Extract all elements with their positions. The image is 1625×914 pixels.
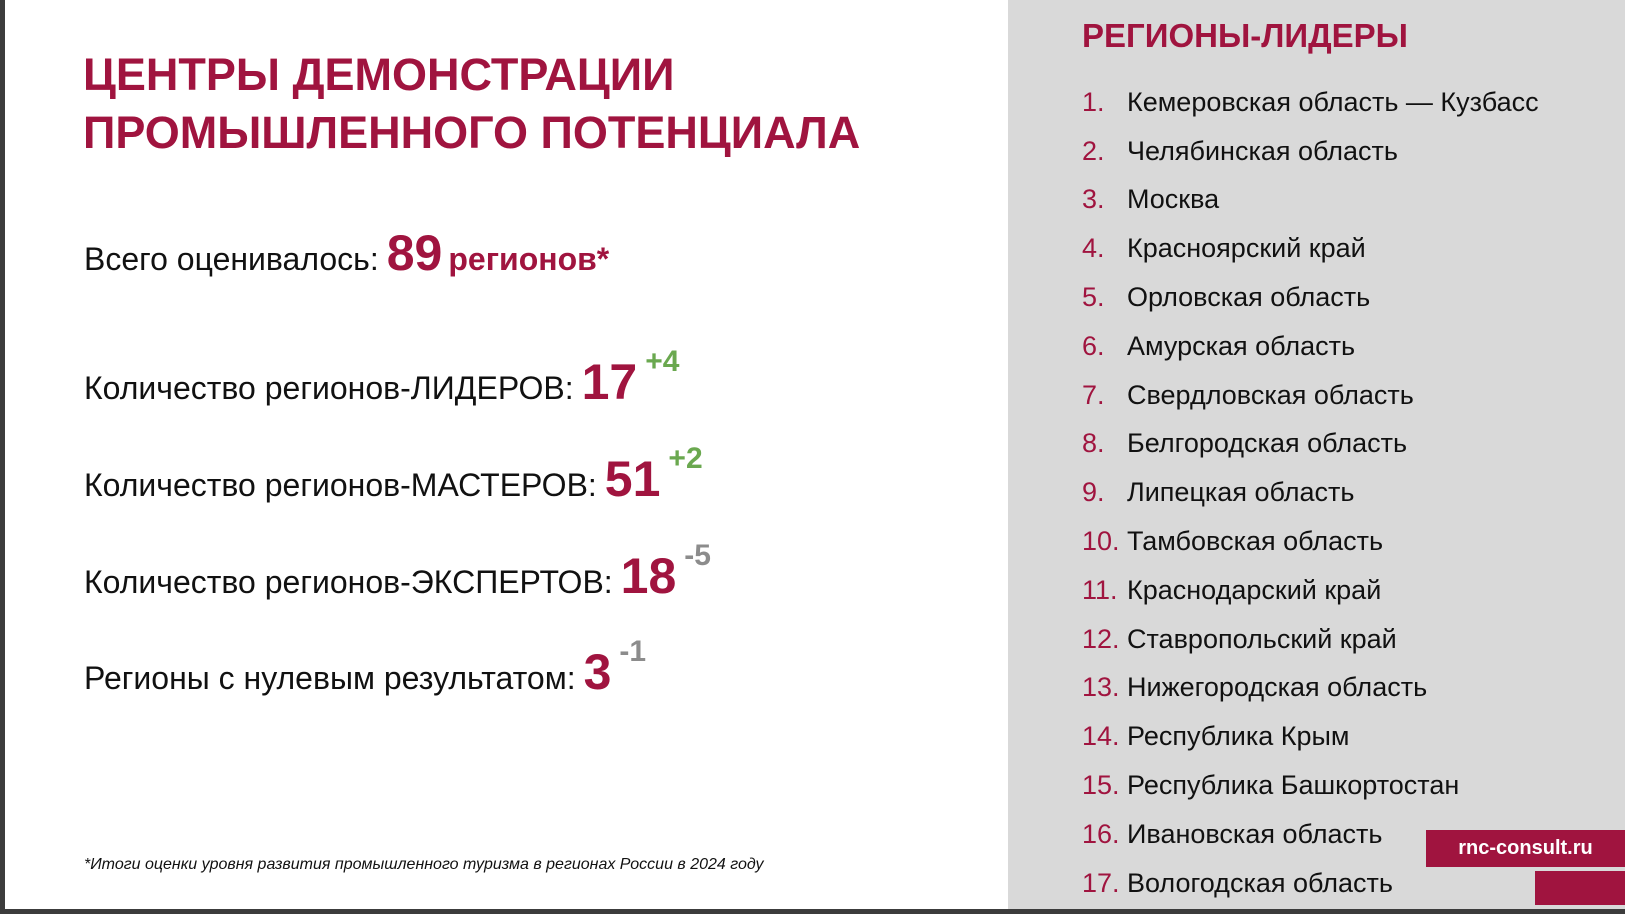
list-item — [1082, 615, 1539, 664]
list-item — [1082, 78, 1539, 127]
list-item-name: Челябинская область — [1127, 135, 1398, 166]
stat-delta: +4 — [645, 345, 680, 378]
list-item — [1082, 761, 1539, 810]
list-item-name: Кемеровская область — Кузбасс — [1127, 86, 1539, 117]
stat-delta: +2 — [668, 442, 703, 475]
list-item-number: 5. — [1082, 282, 1105, 313]
list-item-number: 4. — [1082, 233, 1105, 264]
list-item — [1082, 176, 1539, 225]
stat-delta: -1 — [619, 635, 647, 668]
stat-label: Количество регионов-ЛИДЕРОВ: — [84, 370, 574, 406]
leaders-count-stat — [84, 345, 680, 411]
list-item-number: 10. — [1082, 526, 1120, 557]
stat-value: 3 — [583, 644, 612, 700]
brand-accent-bar — [1535, 871, 1625, 905]
list-item-name: Амурская область — [1127, 330, 1356, 361]
list-item-name: Нижегородская область — [1127, 672, 1428, 703]
list-item-number: 6. — [1082, 330, 1105, 361]
stat-label: Регионы с нулевым результатом: — [84, 660, 576, 696]
list-item — [1082, 273, 1539, 322]
list-item-name: Ставропольский край — [1127, 623, 1397, 654]
leaders-list — [1082, 78, 1539, 908]
total-regions-unit: регионов* — [448, 241, 610, 277]
list-item-number: 12. — [1082, 623, 1120, 654]
experts-count-stat — [84, 539, 711, 605]
list-item — [1082, 224, 1539, 273]
list-item-name: Липецкая область — [1127, 477, 1355, 508]
list-item — [1082, 127, 1539, 176]
stat-value: 18 — [620, 548, 677, 604]
list-item-number: 15. — [1082, 770, 1120, 801]
leaders-list-title: РЕГИОНЫ-ЛИДЕРЫ — [1082, 17, 1408, 54]
bottom-border — [0, 909, 1625, 914]
list-item-name: Белгородская область — [1127, 428, 1408, 459]
list-item-number: 3. — [1082, 184, 1105, 215]
masters-count-stat — [84, 442, 703, 508]
left-border — [0, 0, 5, 914]
list-item — [1082, 517, 1539, 566]
list-item-name: Орловская область — [1127, 282, 1371, 313]
stat-value: 17 — [581, 354, 638, 410]
stat-label: Количество регионов-МАСТЕРОВ: — [84, 467, 597, 503]
list-item-name: Краснодарский край — [1127, 574, 1382, 605]
page-title — [83, 46, 983, 162]
list-item-name: Красноярский край — [1127, 233, 1366, 264]
page-title-line-1: ЦЕНТРЫ ДЕМОНСТРАЦИИ — [83, 49, 675, 100]
list-item — [1082, 712, 1539, 761]
list-item-name: Ивановская область — [1127, 818, 1383, 849]
list-item — [1082, 468, 1539, 517]
total-regions-stat — [84, 224, 609, 282]
total-regions-label: Всего оценивалось: — [84, 241, 379, 277]
list-item-number: 1. — [1082, 86, 1105, 117]
list-item-number: 11. — [1082, 574, 1118, 605]
list-item-number: 16. — [1082, 818, 1120, 849]
list-item-number: 17. — [1082, 867, 1120, 898]
zero-result-stat — [84, 635, 647, 701]
stat-label: Количество регионов-ЭКСПЕРТОВ: — [84, 564, 613, 600]
list-item — [1082, 566, 1539, 615]
list-item-name: Республика Башкортостан — [1127, 770, 1460, 801]
list-item-number: 14. — [1082, 721, 1120, 752]
list-item — [1082, 664, 1539, 713]
stat-value: 51 — [604, 451, 661, 507]
list-item — [1082, 322, 1539, 371]
list-item-number: 9. — [1082, 477, 1105, 508]
list-item — [1082, 371, 1539, 420]
list-item-name: Москва — [1127, 184, 1220, 215]
list-item — [1082, 420, 1539, 469]
brand-link[interactable]: rnc-consult.ru — [1426, 830, 1625, 867]
list-item-name: Республика Крым — [1127, 721, 1350, 752]
list-item-number: 13. — [1082, 672, 1120, 703]
footnote: *Итоги оценки уровня развития промышленного туризма в регионах России в 2024 году — [84, 856, 764, 873]
page-title-line-2: ПРОМЫШЛЕННОГО ПОТЕНЦИАЛА — [83, 107, 861, 158]
list-item-name: Свердловская область — [1127, 379, 1414, 410]
stat-delta: -5 — [684, 539, 711, 572]
list-item-number: 7. — [1082, 379, 1105, 410]
total-regions-value: 89 — [386, 225, 443, 281]
list-item-number: 2. — [1082, 135, 1105, 166]
list-item-name: Тамбовская область — [1127, 526, 1384, 557]
list-item-number: 8. — [1082, 428, 1105, 459]
list-item-name: Вологодская область — [1127, 867, 1393, 898]
